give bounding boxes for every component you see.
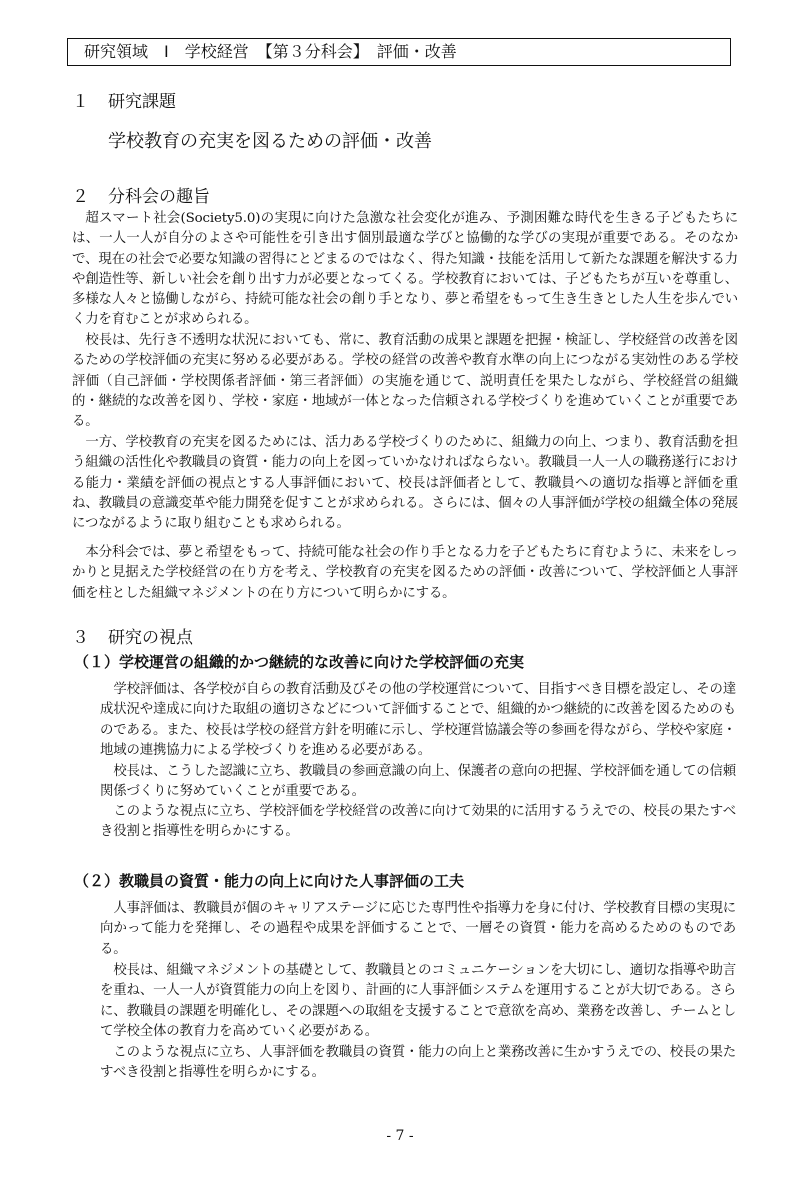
section1-heading (72, 87, 176, 112)
section2-heading (72, 182, 210, 207)
subsection2-paragraph-2: 校長は、組織マネジメントの基礎として、教職員とのコミュニケーションを大切にし、適切な指導や助言を重ね、一人一人が資質能力の向上を図り、計画的に人事評価システムを運用することが大切である。さらに、教職員の課題を明確化し、その課題への取組を支援することで意欲を高め、業務を改善し、チームとして学校全体の教育力を高めていく必要がある。 (100, 963, 736, 1039)
section3-heading (72, 623, 193, 648)
subsection2-paragraph-1: 人事評価は、教職員が個のキャリアステージに応じた専門性や指導力を身に付け、学校教育目標の実現に向かって能力を発揮し、その過程や成果を評価することで、一層その資質・能力を高めるためのものである。 (100, 901, 736, 957)
section2-title: 分科会の趣旨 (108, 187, 210, 207)
section-header-box (67, 38, 731, 66)
page-number: - 7 - (386, 1128, 414, 1144)
section2-paragraph-4: 本分科会では、夢と希望をもって、持続可能な社会の作り手となる力を子どもたちに育むように、未来をしっかりと見据えた学校経営の在り方を考え、学校教育の充実を図るための評価・改善について、学校評価と人事評価を柱とした組織マネジメントの在り方について明らかにする。 (72, 545, 738, 601)
subsection1-title: （１）学校運営の組織的かつ継続的な改善に向けた学校評価の充実 (74, 653, 525, 671)
subsection2-title: （２）教職員の資質・能力の向上に向けた人事評価の工夫 (74, 872, 465, 890)
subsection2-paragraph-3: このような視点に立ち、人事評価を教職員の資質・能力の向上と業務改善に生かすうえでの、校長の果たすべき役割と指導性を明らかにする。 (100, 1045, 736, 1081)
section2-paragraph-3: 一方、学校教育の充実を図るためには、活力ある学校づくりのために、組織力の向上、つまり、教育活動を担う組織の活性化や教職員の資質・能力の向上を図っていかなければならない。教職員一人一人の職務遂行における能力・業績を評価の視点とする人事評価において、校長は評価者として、教職員への適切な指導と評価を重ね、教職員の意識変革や能力開発を促すことが求められる。さらには、個々の人事評価が学校の組織全体の発展につながるように取り組むことも求められる。 (72, 435, 738, 532)
section2-number: ２ (72, 187, 89, 207)
subsection1-paragraph-3: このような視点に立ち、学校評価を学校経営の改善に向けて効果的に活用するうえでの、校長の果たすべき役割と指導性を明らかにする。 (100, 804, 736, 840)
section-header-title: 研究領域 Ⅰ 学校経営 【第３分科会】 評価・改善 (84, 42, 457, 61)
section3-number: ３ (72, 628, 89, 648)
section1-title: 研究課題 (108, 92, 176, 112)
section3-title: 研究の視点 (108, 628, 193, 648)
section2-paragraph-1: 超スマート社会(Society5.0)の実現に向けた急激な社会変化が進み、予測困難な時代を生きる子どもたちには、一人一人が自分のよさや可能性を引き出す個別最適な学びと協働的な学びの実現が重要である。そのなかで、現在の社会で必要な知識の習得にとどまるのではなく、得た知識・技能を活用して新たな課題を解決する力や創造性等、新しい社会を創り出す力が必要となってくる。学校教育においては、子どもたちが互いを尊重し、多様な人々と協働しながら、持続可能な社会の創り手となり、夢と希望をもって生き生きとした人生を歩んでいく力を育むことが求められる。 (72, 211, 738, 328)
section2-paragraph-2: 校長は、先行き不透明な状況においても、常に、教育活動の成果と課題を把握・検証し、学校経営の改善を図るための学校評価の充実に努める必要がある。学校の経営の改善や教育水準の向上につながる実効性のある学校評価（自己評価・学校関係者評価・第三者評価）の実施を通じて、説明責任を果たしながら、学校経営の組織的・継続的な改善を図り、学校・家庭・地域が一体となった信頼される学校づくりを進めていくことが重要である。 (72, 333, 738, 430)
section1-number: １ (72, 92, 89, 112)
research-theme: 学校教育の充実を図るための評価・改善 (108, 131, 432, 152)
subsection1-paragraph-2: 校長は、こうした認識に立ち、教職員の参画意識の向上、保護者の意向の把握、学校評価を通しての信頼関係づくりに努めていくことが重要である。 (100, 764, 736, 800)
subsection1-paragraph-1: 学校評価は、各学校が自らの教育活動及びその他の学校運営について、目指すべき目標を設定し、その達成状況や達成に向けた取組の適切さなどについて評価することで、組織的かつ継続的に改善を図るためのものである。また、校長は学校の経営方針を明確に示し、学校運営協議会等の参画を得ながら、学校や家庭・地域の連携協力による学校づくりを進める必要がある。 (100, 682, 736, 758)
